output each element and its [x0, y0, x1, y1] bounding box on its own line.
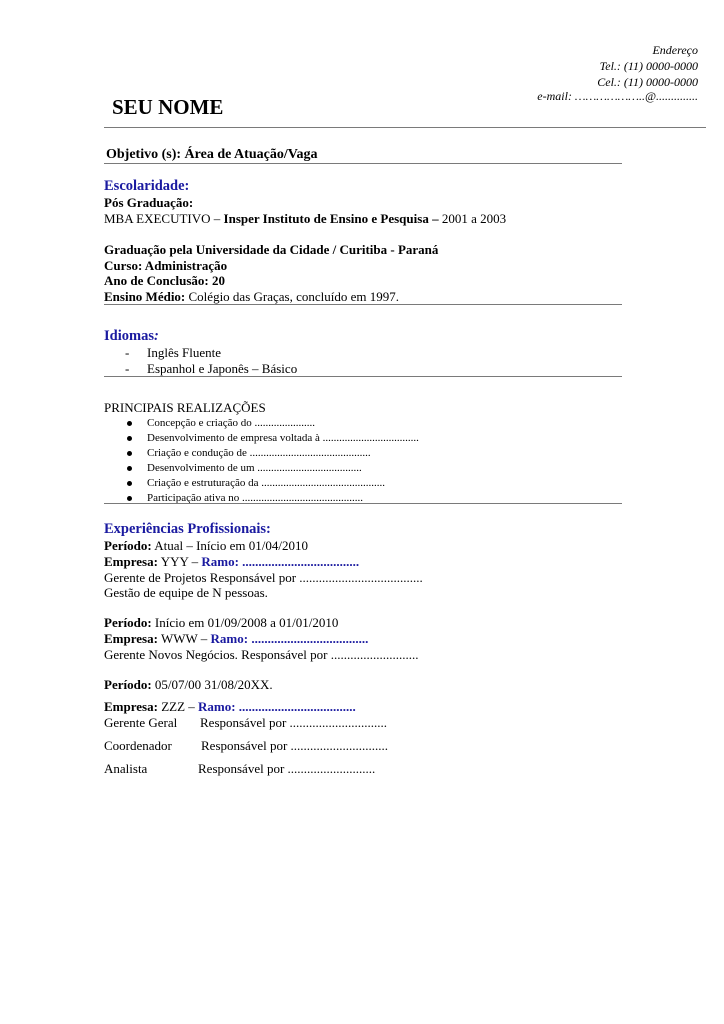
graduation-line: Graduação pela Universidade da Cidade / Curitiba - Paraná — [104, 242, 439, 257]
experience-heading: Experiências Profissionais: — [104, 521, 271, 537]
mba-school: Insper Instituto de Ensino e Pesquisa – — [223, 211, 439, 226]
achievement-item: Participação ativa no ............................................ — [147, 492, 363, 504]
job-period — [104, 615, 338, 631]
job-company — [104, 554, 359, 570]
company-label: Empresa: — [104, 554, 158, 569]
job-extra: Gestão de equipe de N pessoas. — [104, 585, 268, 600]
header-divider — [104, 127, 706, 128]
job-period — [104, 677, 273, 693]
bullet-icon — [127, 451, 132, 456]
achievement-item: Concepção e criação do ...................... — [147, 417, 315, 429]
ramo-value: Ramo: .................................... — [201, 554, 360, 569]
company-label: Empresa: — [104, 699, 158, 714]
language-item: Inglês Fluente — [147, 345, 222, 360]
job-period — [104, 538, 308, 554]
achievement-item: Desenvolvimento de empresa voltada à ................................... — [147, 432, 419, 444]
dash-icon: - — [125, 361, 130, 376]
company-value: WWW – — [157, 631, 211, 646]
achievements-heading: PRINCIPAIS REALIZAÇÕES — [104, 400, 266, 415]
contact-cel: Cel.: (11) 0000-0000 — [597, 75, 698, 89]
period-label: Período: — [104, 538, 152, 553]
company-value: YYY – — [157, 554, 202, 569]
high-school-value: Colégio das Graças, concluído em 1997. — [185, 289, 399, 304]
period-value: 05/07/00 31/08/20XX. — [151, 677, 273, 692]
role-desc: Responsável por .............................. — [200, 715, 388, 730]
mba-line — [104, 211, 506, 227]
company-value: ZZZ – — [157, 699, 199, 714]
bullet-icon — [127, 481, 132, 486]
contact-address: Endereço — [652, 43, 698, 57]
objective-divider — [104, 163, 622, 164]
mba-prefix: MBA EXECUTIVO – — [104, 211, 224, 226]
bullet-icon — [127, 436, 132, 441]
contact-tel: Tel.: (11) 0000-0000 — [599, 59, 698, 73]
language-item: Espanhol e Japonês – Básico — [147, 361, 298, 376]
role-desc: Responsável por .............................. — [201, 738, 389, 753]
job-role: Gerente de Projetos Responsável por ...................................... — [104, 570, 423, 585]
languages-heading-text: Idiomas — [104, 328, 154, 344]
period-value: Atual – Início em 01/04/2010 — [151, 538, 308, 553]
pos-graduation-label: Pós Graduação: — [104, 195, 194, 210]
course-line: Curso: Administração — [104, 258, 228, 273]
period-value: Início em 01/09/2008 a 01/01/2010 — [151, 615, 339, 630]
languages-heading — [104, 328, 159, 345]
full-name: SEU NOME — [112, 95, 224, 119]
achievement-item: Desenvolvimento de um ...................................... — [147, 462, 362, 474]
role-title: Coordenador — [104, 738, 172, 753]
dash-icon: - — [125, 345, 130, 360]
high-school-line — [104, 289, 399, 305]
high-school-label: Ensino Médio: — [104, 289, 186, 304]
bullet-icon — [127, 466, 132, 471]
job-company — [104, 631, 368, 647]
job-role: Gerente Novos Negócios. Responsável por ........................... — [104, 647, 419, 662]
ramo-value: Ramo: .................................... — [198, 699, 356, 714]
role-desc: Responsável por ........................... — [198, 761, 376, 776]
period-label: Período: — [104, 615, 152, 630]
languages-divider — [104, 376, 622, 377]
achievements-divider — [104, 503, 622, 504]
languages-heading-colon: : — [153, 328, 159, 344]
achievement-item: Criação e estruturação da ............................................. — [147, 477, 385, 489]
contact-email: e-mail: ………………..@.............. — [537, 89, 698, 103]
job-company — [104, 699, 356, 715]
bullet-icon — [127, 496, 132, 501]
objective: Objetivo (s): Área de Atuação/Vaga — [106, 147, 318, 162]
role-title: Gerente Geral — [104, 715, 178, 730]
education-heading: Escolaridade: — [104, 178, 190, 194]
role-title: Analista — [104, 761, 148, 776]
conclusion-year-line: Ano de Conclusão: 20 — [104, 273, 225, 288]
ramo-value: Ramo: .................................... — [210, 631, 369, 646]
bullet-icon — [127, 421, 132, 426]
achievement-item: Criação e condução de ............................................ — [147, 447, 371, 459]
education-divider — [104, 304, 622, 305]
company-label: Empresa: — [104, 631, 158, 646]
mba-years: 2001 a 2003 — [438, 211, 507, 226]
period-label: Período: — [104, 677, 152, 692]
